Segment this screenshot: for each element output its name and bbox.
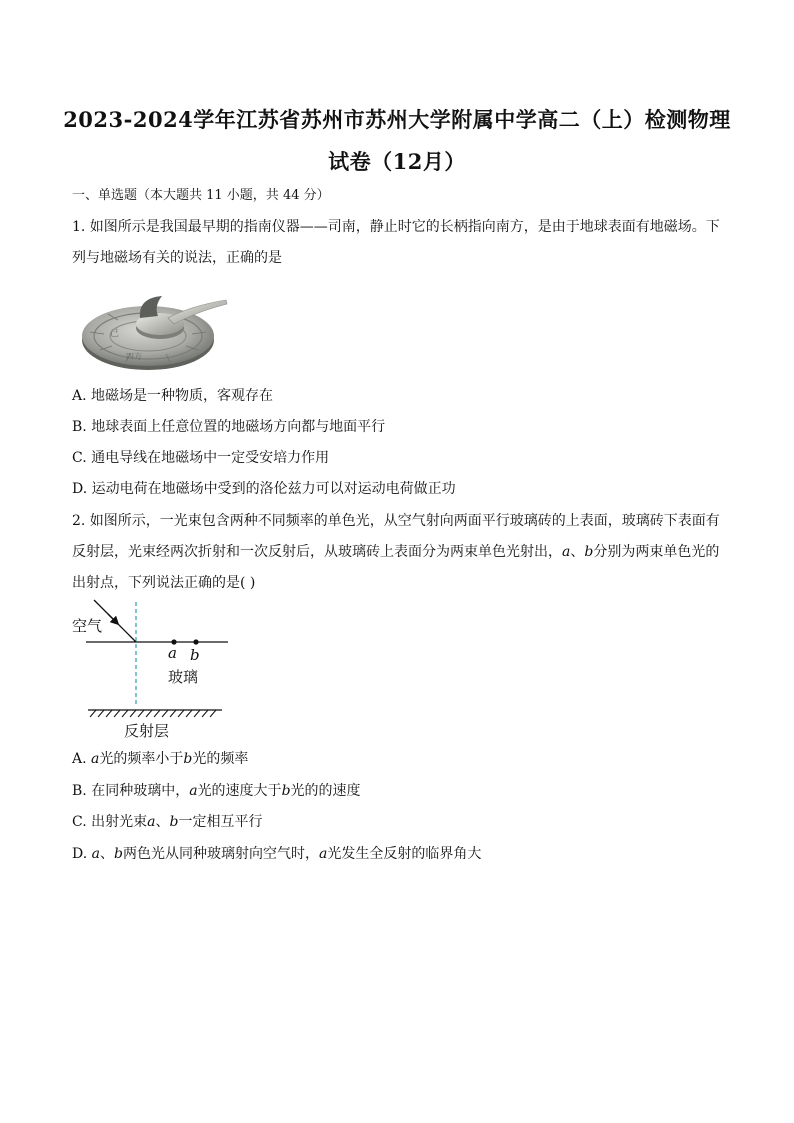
svg-text:四方: 四方 xyxy=(126,352,142,361)
glass-label: 玻璃 xyxy=(168,668,199,686)
var-a: a xyxy=(562,544,571,560)
reflective-layer-label: 反射层 xyxy=(124,722,170,740)
q1-stem-line1: 1. 如图所示是我国最早期的指南仪器——司南，静止时它的长柄指向南方，是由于地球表面有地磁场。下 xyxy=(72,219,720,235)
section-heading: 一、单选题（本大题共 11 小题，共 44 分） xyxy=(72,188,330,203)
q2-stem-line3: 出射点，下列说法正确的是( ) xyxy=(72,575,256,591)
sinan-compass-image xyxy=(80,284,230,372)
reflective-layer-hatching xyxy=(90,710,216,717)
q1-option-a: A. 地磁场是一种物质，客观存在 xyxy=(72,388,274,404)
point-b-dot xyxy=(193,639,198,644)
page-title-line1: 2023-2024学年江苏省苏州市苏州大学附属中学高二（上）检测物理 xyxy=(63,107,731,132)
incident-ray-arrow xyxy=(108,614,118,624)
q2-option-d: D. a、b两色光从同种玻璃射向空气时，a光发生全反射的临界角大 xyxy=(72,846,482,862)
point-a-label: a xyxy=(168,644,177,662)
q2-option-b: B. 在同种玻璃中，a光的速度大于b光的的速度 xyxy=(72,783,361,799)
point-b-label: b xyxy=(190,646,200,664)
q1-option-c: C. 通电导线在地磁场中一定受安培力作用 xyxy=(72,450,330,466)
q1-option-d: D. 运动电荷在地磁场中受到的洛伦兹力可以对运动电荷做正功 xyxy=(72,481,456,497)
q2-stem-line1: 2. 如图所示，一光束包含两种不同频率的单色光，从空气射向两面平行玻璃砖的上表面，玻璃砖下表面有 xyxy=(72,513,720,529)
page-title-line2: 试卷（12月） xyxy=(328,149,466,174)
air-label: 空气 xyxy=(72,617,103,635)
q2-option-a: A. a光的频率小于b光的频率 xyxy=(72,751,249,767)
q1-stem-line2: 列与地磁场有关的说法，正确的是 xyxy=(72,250,282,266)
glass-refraction-diagram xyxy=(68,598,238,743)
svg-text:己: 己 xyxy=(110,329,120,339)
q2-option-c: C. 出射光束a、b一定相互平行 xyxy=(72,814,263,830)
q1-option-b: B. 地球表面上任意位置的地磁场方向都与地面平行 xyxy=(72,419,386,435)
var-b: b xyxy=(584,544,594,560)
q2-stem-line2: 反射层，光束经两次折射和一次反射后，从玻璃砖上表面分为两束单色光射出，a、b分别为两束单色光的 xyxy=(72,544,720,560)
